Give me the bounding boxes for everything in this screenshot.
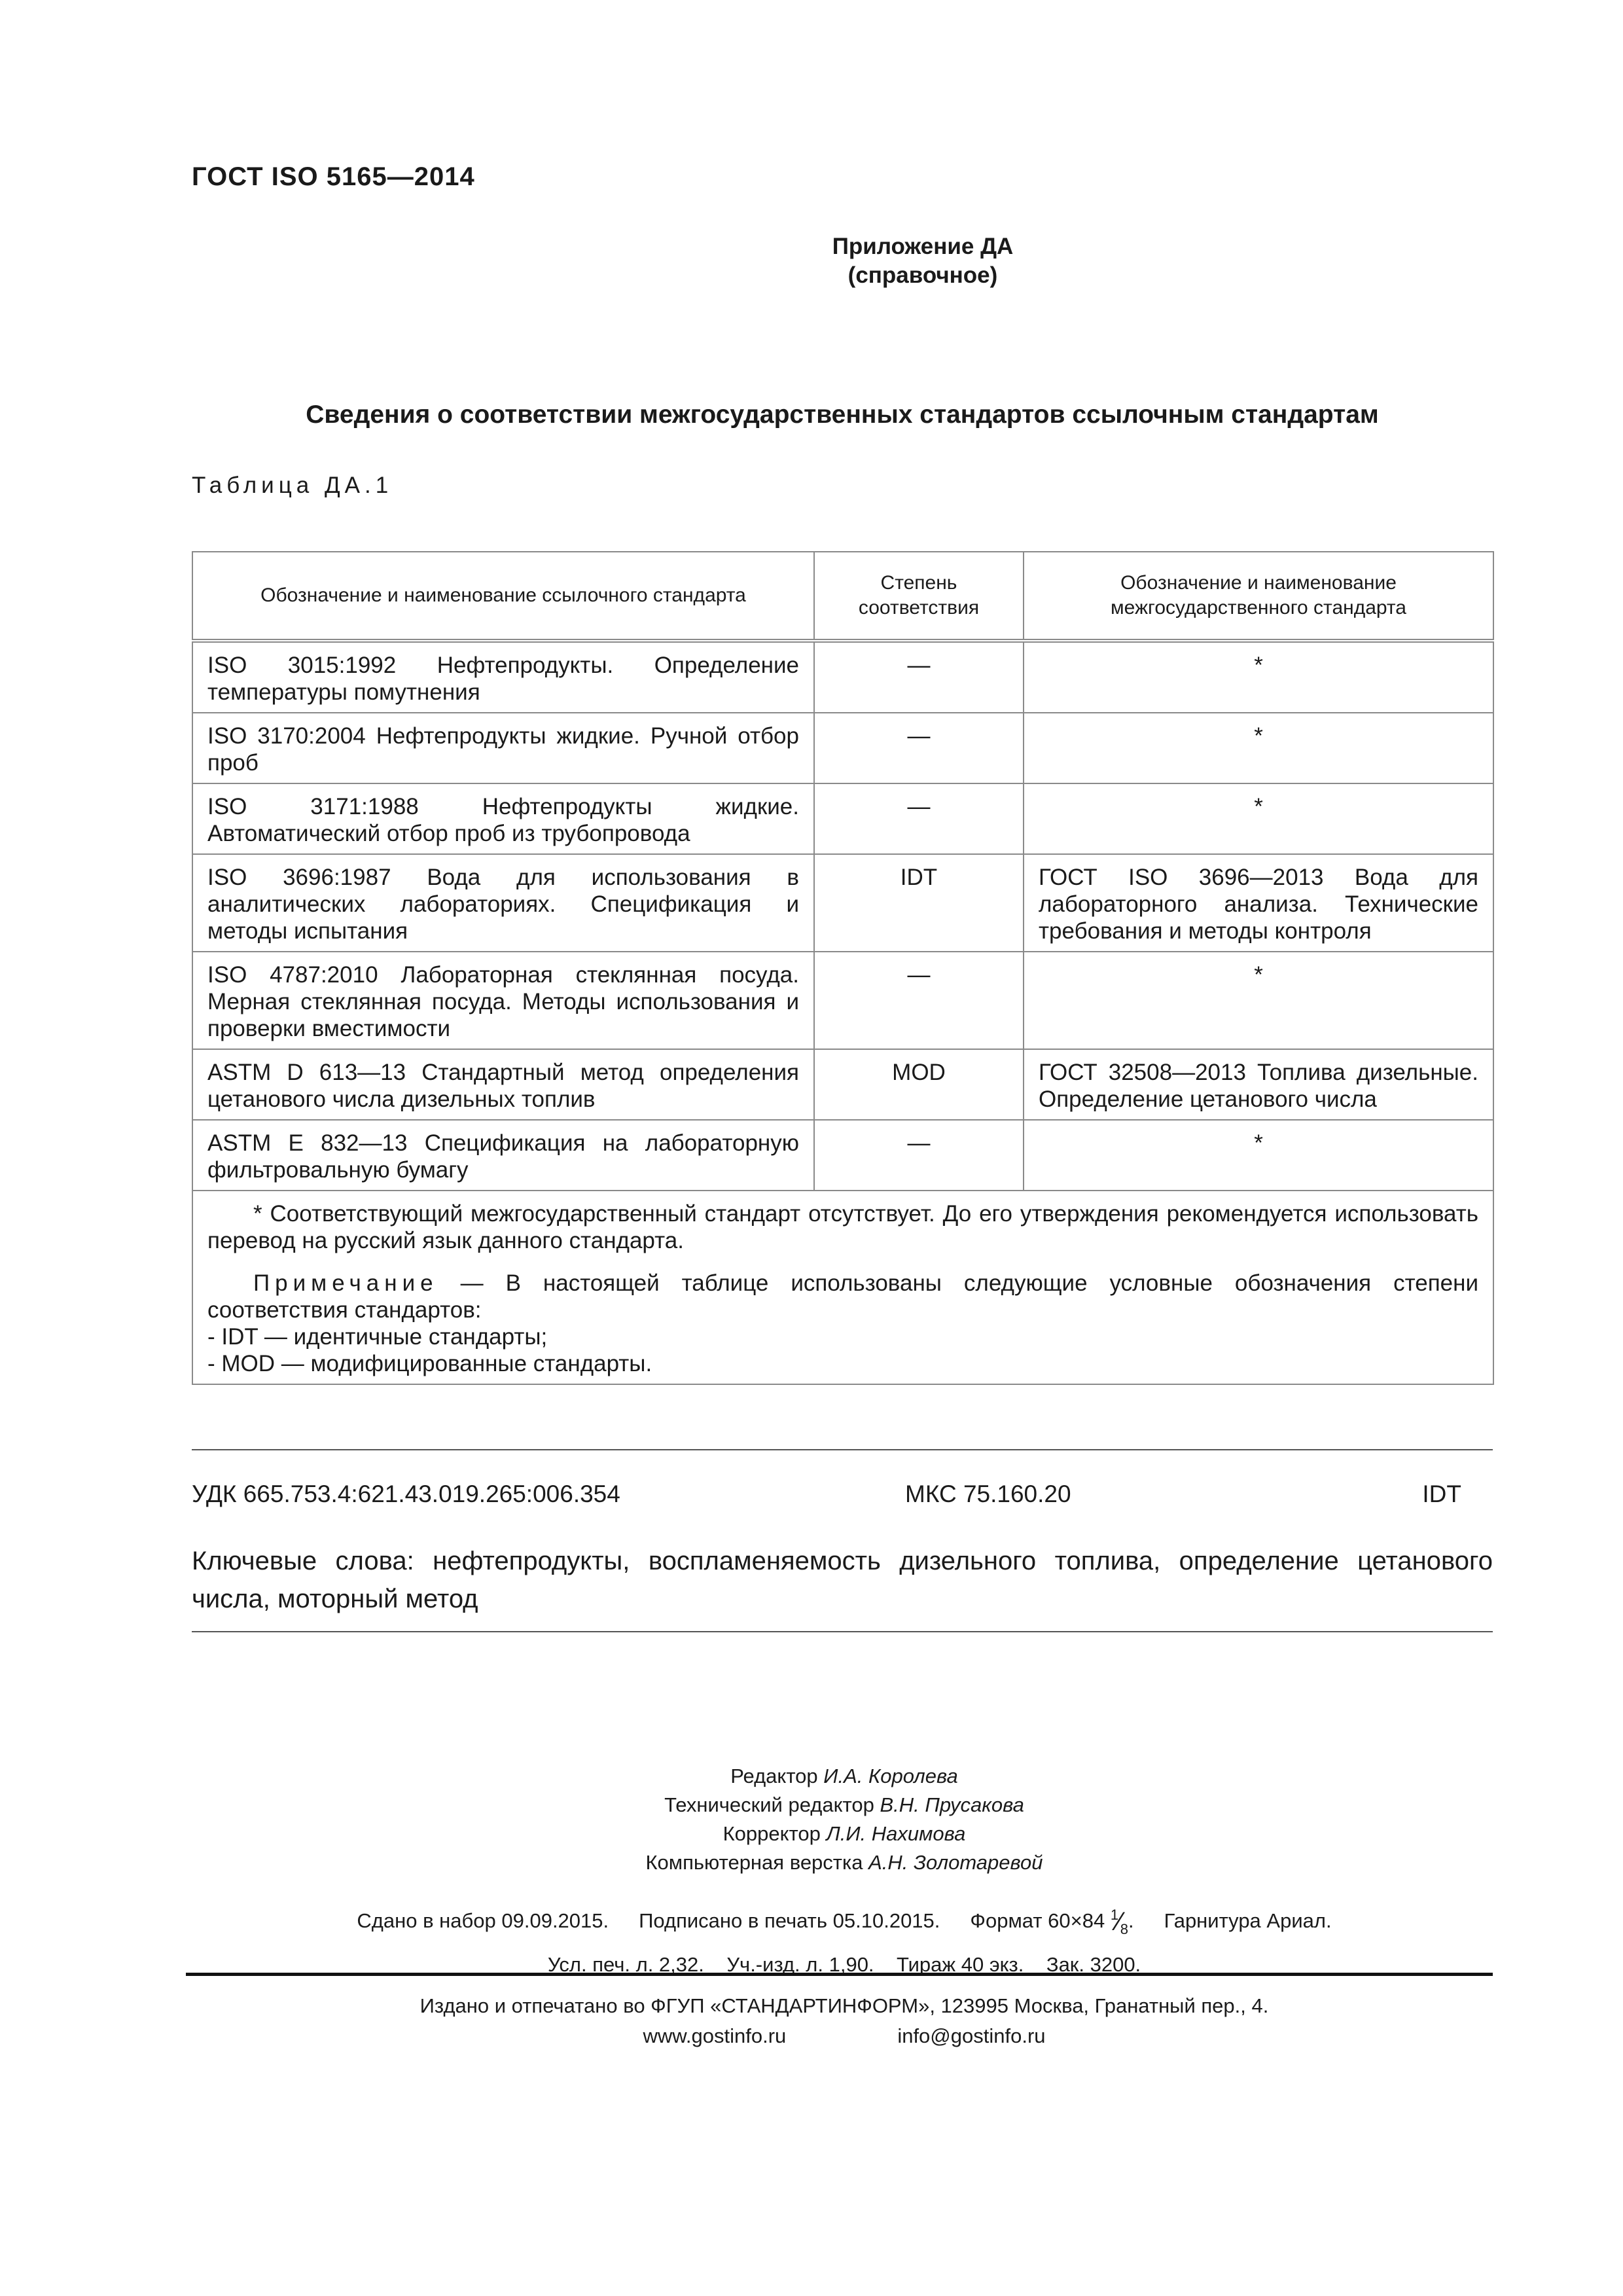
table-row (192, 952, 1493, 1049)
mks-code: МКС 75.160.20 (905, 1480, 1071, 1507)
cell-reference: ISO 3171:1988 Нефтепродукты жидкие. Автоматический отбор проб из трубопровода (192, 783, 814, 854)
udk-code: УДК 665.753.4:621.43.019.265:006.354 (192, 1480, 620, 1507)
publisher-sheets: Уч.-изд. л. 1,90. (726, 1953, 874, 1976)
column-header-reference: Обозначение и наименование ссылочного стандарта (192, 552, 814, 641)
annex-title: Приложение ДА (832, 234, 1014, 259)
format-fraction: 1⁄8 (1110, 1907, 1129, 1937)
credit-role: Компьютерная верстка (645, 1851, 863, 1874)
note-item-mod: - MOD — модифицированные стандарты. (207, 1351, 652, 1376)
table-row (192, 713, 1493, 783)
printer-line: Издано и отпечатано во ФГУП «СТАНДАРТИНФОРМ», 123995 Москва, Гранатный пер., 4. (419, 1994, 1269, 2017)
circulation: Тираж 40 экз. (897, 1953, 1024, 1976)
table-header-row (192, 552, 1493, 641)
annex-block (0, 232, 1623, 290)
printer-contacts (0, 2021, 1623, 2051)
cell-national: * (1024, 641, 1493, 713)
credit-role: Редактор (730, 1765, 818, 1787)
divider-thick (186, 1973, 1493, 1976)
cell-reference: ISO 4787:2010 Лабораторная стеклянная посуда. Мерная стеклянная посуда. Методы использования и проверки вместимости (192, 952, 814, 1049)
keywords-text: нефтепродукты, воспламеняемость дизельного топлива, определение цетанового числа, моторный метод (192, 1547, 1493, 1613)
order-number: Зак. 3200. (1046, 1953, 1141, 1976)
column-header-degree: Степень соответствия (814, 552, 1024, 641)
table-notes-row (192, 1191, 1493, 1384)
cell-degree: — (814, 952, 1024, 1049)
annex-type: (справочное) (847, 262, 998, 288)
printer-email[interactable]: info@gostinfo.ru (897, 2024, 1046, 2047)
cell-national: * (1024, 952, 1493, 1049)
cell-degree: MOD (814, 1049, 1024, 1120)
credit-name: В.Н. Прусакова (880, 1793, 1024, 1816)
cell-national: * (1024, 713, 1493, 783)
document-code: ГОСТ ISO 5165—2014 (192, 162, 475, 191)
cell-degree: — (814, 641, 1024, 713)
cell-reference: ISO 3696:1987 Вода для использования в аналитических лабораториях. Спецификация и методы испытания (192, 854, 814, 952)
table-row (192, 783, 1493, 854)
paper-format: Формат 60×84 (970, 1909, 1105, 1932)
cell-reference: ASTM D 613—13 Стандартный метод определения цетанового числа дизельных топлив (192, 1049, 814, 1120)
correspondence-code: IDT (1422, 1480, 1461, 1507)
divider-top (192, 1449, 1493, 1450)
credit-name: Л.И. Нахимова (826, 1822, 966, 1845)
divider-bottom (192, 1631, 1493, 1632)
credit-technical-editor (0, 1791, 1623, 1820)
credit-name: И.А. Королева (823, 1765, 958, 1787)
cell-national: ГОСТ 32508—2013 Топлива дизельные. Определение цетанового числа (1024, 1049, 1493, 1120)
publication-line-2 (0, 1944, 1623, 1986)
table-footnote: * Соответствующий межгосударственный стандарт отсутствует. До его утверждения рекомендуется использовать перевод на русский язык данного стандарта. (207, 1201, 1478, 1253)
note-text: — В настоящей таблице использованы следующие условные обозначения степени соответствия стандартов: (207, 1270, 1479, 1323)
publication-line-1: Сдано в набор 09.09.2015. Подписано в печать 05.10.2015. Формат 60×84 1⁄8. Гарнитура Ариал. (0, 1898, 1623, 1944)
table-row (192, 854, 1493, 952)
table-notes-cell (192, 1191, 1493, 1384)
cell-reference: ISO 3015:1992 Нефтепродукты. Определение температуры помутнения (192, 641, 814, 713)
keywords (192, 1542, 1493, 1618)
cell-national: ГОСТ ISO 3696—2013 Вода для лабораторного анализа. Технические требования и методы контроля (1024, 854, 1493, 952)
cell-degree: — (814, 1120, 1024, 1191)
cell-reference: ISO 3170:2004 Нефтепродукты жидкие. Ручной отбор проб (192, 713, 814, 783)
table-note (207, 1270, 1478, 1323)
table-row (192, 641, 1493, 713)
table-row (192, 1120, 1493, 1191)
cell-degree: — (814, 783, 1024, 854)
credit-layout (0, 1848, 1623, 1877)
cell-reference: ASTM E 832—13 Спецификация на лабораторную фильтровальную бумагу (192, 1120, 814, 1191)
credit-role: Корректор (722, 1822, 821, 1845)
table-row (192, 1049, 1493, 1120)
cell-national: * (1024, 1120, 1493, 1191)
section-heading: Сведения о соответствии межгосударственных стандартов ссылочным стандартам (306, 401, 1379, 429)
note-item-idt: - IDT — идентичные стандарты; (207, 1324, 548, 1350)
credit-name: А.Н. Золотаревой (868, 1851, 1043, 1874)
format-denominator: 8 (1120, 1921, 1129, 1937)
printer-info (0, 1991, 1623, 2051)
note-label: Примечание (253, 1270, 438, 1296)
credit-role: Технический редактор (664, 1793, 874, 1816)
signed-date: Подписано в печать 05.10.2015. (639, 1909, 940, 1932)
cell-national: * (1024, 783, 1493, 854)
printer-website[interactable]: www.gostinfo.ru (643, 2024, 787, 2047)
keywords-label: Ключевые слова: (192, 1547, 414, 1575)
correspondence-table (192, 551, 1494, 1385)
format-numerator: 1 (1110, 1907, 1119, 1923)
column-header-national: Обозначение и наименование межгосударственного стандарта (1024, 552, 1493, 641)
typeset-date: Сдано в набор 09.09.2015. (357, 1909, 609, 1932)
typeface: Гарнитура Ариал. (1164, 1909, 1332, 1932)
cell-degree: — (814, 713, 1024, 783)
credit-editor (0, 1762, 1623, 1791)
table-caption: Таблица ДА.1 (192, 473, 393, 498)
credit-proofreader (0, 1820, 1623, 1848)
cell-degree: IDT (814, 854, 1024, 952)
print-sheets: Усл. печ. л. 2,32. (547, 1953, 704, 1976)
credits-block (0, 1762, 1623, 1877)
